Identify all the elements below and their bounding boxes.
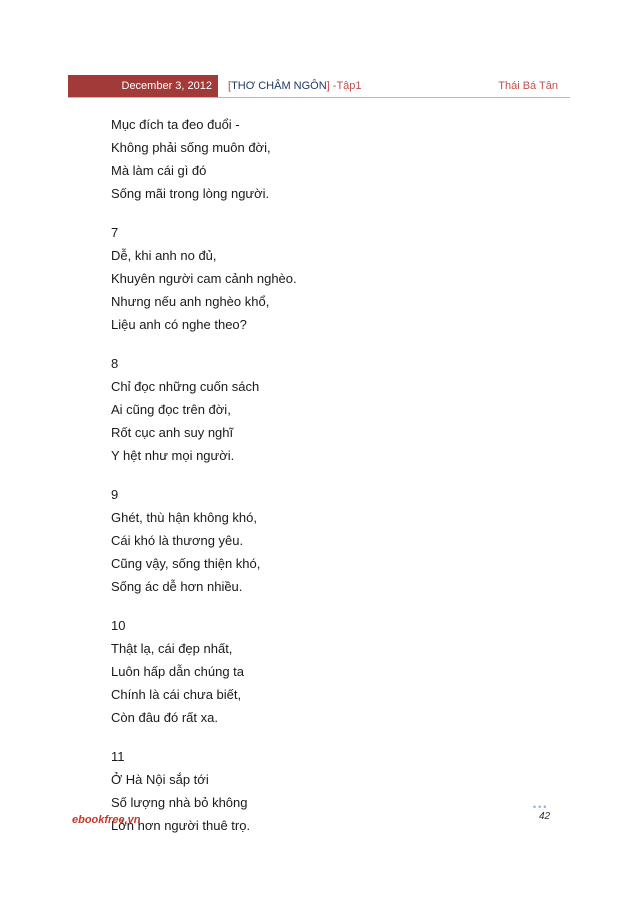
poem-line: Cái khó là thương yêu. — [111, 533, 244, 548]
header-subtitle: -Tập1 — [329, 80, 362, 92]
poem-line: Ở Hà Nội sắp tới — [111, 772, 209, 787]
poem-line: Còn đâu đó rất xa. — [111, 710, 218, 725]
header-author: Thái Bá Tân — [498, 80, 558, 92]
poem-number: 8 — [111, 356, 119, 371]
poem-line: Y hệt như mọi người. — [111, 448, 235, 463]
poem-number: 7 — [111, 225, 119, 240]
poem-line: Số lượng nhà bỏ không — [111, 795, 248, 810]
poem-line: Không phải sống muôn đời, — [111, 140, 271, 155]
poem-content — [111, 113, 551, 853]
poem-8 — [111, 352, 551, 467]
poem-line: Mà làm cái gì đó — [111, 163, 207, 178]
poem-line: Chính là cái chưa biết, — [111, 687, 242, 702]
page-number: 42 — [539, 811, 551, 822]
poem-number: 9 — [111, 487, 119, 502]
poem-9 — [111, 483, 551, 598]
poem-number: 11 — [111, 749, 125, 764]
poem-line: Thật lạ, cái đẹp nhất, — [111, 641, 233, 656]
poem-7 — [111, 221, 551, 336]
poem-line: Luôn hấp dẫn chúng ta — [111, 664, 245, 679]
header-bracket-close: ] — [326, 80, 330, 92]
poem-11 — [111, 745, 551, 837]
poem-number: 10 — [111, 618, 126, 633]
site-watermark: ebookfree.vn — [72, 814, 141, 826]
poem-line: Dễ, khi anh no đủ, — [111, 248, 217, 263]
poem-line: Liệu anh có nghe theo? — [111, 317, 247, 332]
poem-line: Ghét, thù hận không khó, — [111, 510, 257, 525]
poem-line: Sống ác dễ hơn nhiều. — [111, 579, 243, 594]
poem-line: Ai cũng đọc trên đời, — [111, 402, 231, 417]
header-date: December 3, 2012 — [68, 75, 218, 97]
intro-stanza — [111, 113, 551, 205]
poem-line: Khuyên người cam cảnh nghèo. — [111, 271, 297, 286]
poem-line: Cũng vậy, sống thiện khó, — [111, 556, 261, 571]
header-divider — [68, 97, 570, 98]
header-bracket-open: [ — [228, 80, 232, 92]
poem-line: Sống mãi trong lòng người. — [111, 186, 270, 201]
poem-line: Mục đích ta đeo đuổi - — [111, 117, 240, 132]
page-dots-icon: ••• — [533, 802, 549, 812]
header-title-text: THƠ CHÂM NGÔN — [231, 80, 327, 92]
header-title — [228, 75, 362, 97]
page-header — [68, 75, 570, 97]
poem-line: Chỉ đọc những cuốn sách — [111, 379, 260, 394]
poem-10 — [111, 614, 551, 729]
poem-line: Lớn hơn người thuê trọ. — [111, 818, 251, 833]
poem-line: Rốt cục anh suy nghĩ — [111, 425, 234, 440]
poem-line: Nhưng nếu anh nghèo khổ, — [111, 294, 270, 309]
